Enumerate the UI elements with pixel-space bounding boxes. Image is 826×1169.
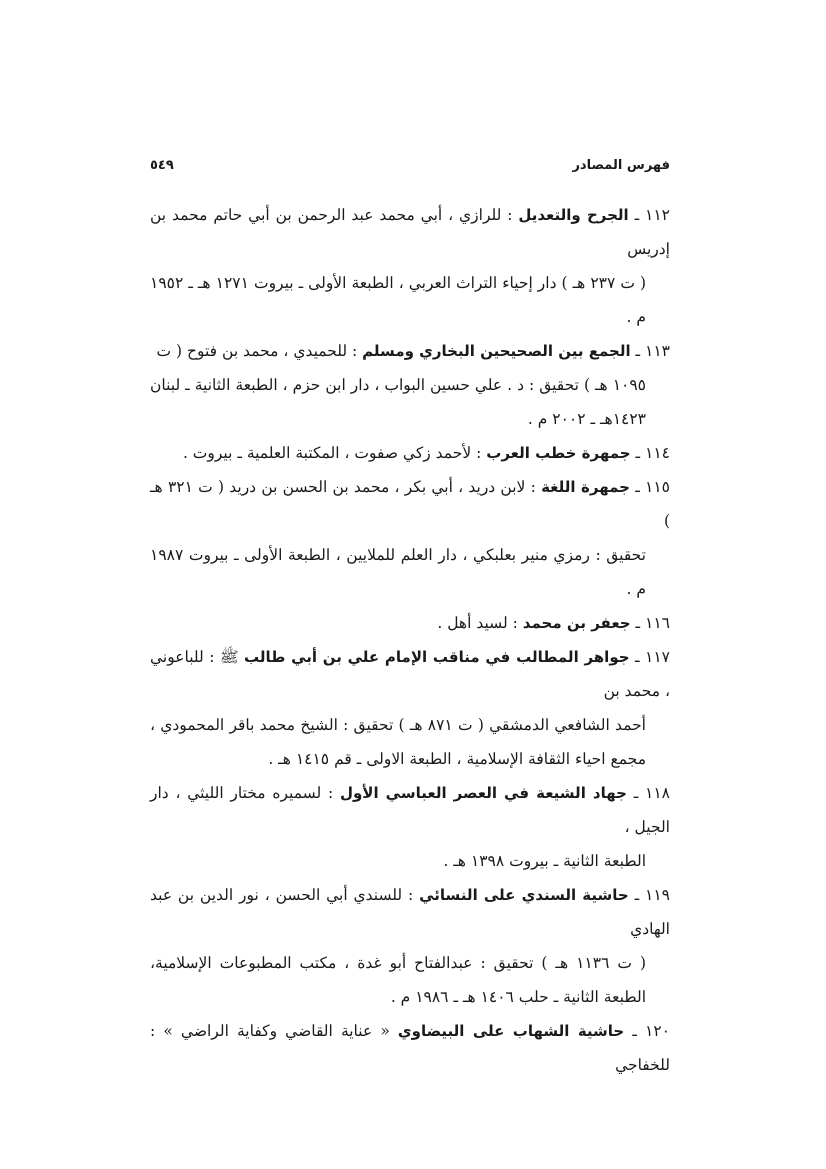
entry-number: ١١٦ ـ xyxy=(635,614,670,632)
bibliography-entry xyxy=(150,878,670,1014)
entry-first-line: : لسيد أهل . xyxy=(437,614,523,632)
entry-continuation: أحمد الشافعي الدمشقي ( ت ٨٧١ هـ ) تحقيق : الشيخ محمد باقر المحمودي ، مجمع احياء الثقافة الإسلامية ، الطبعة الاولى ـ قم ١٤١٥ هـ . xyxy=(150,716,646,768)
bibliography-entry xyxy=(150,198,670,334)
entry-first-line: « عناية القاضي وكفاية الراضي » : للخفاجي xyxy=(150,1022,670,1074)
bibliography-entry xyxy=(150,334,670,436)
entry-title: جعفر بن محمد xyxy=(522,614,631,632)
entry-title: جواهر المطالب في مناقب الإمام علي بن أبي طالب xyxy=(244,648,630,666)
entry-first-line: : لأحمد زكي صفوت ، المكتبة العلمية ـ بيروت . xyxy=(182,444,487,462)
entry-number: ١٢٠ ـ xyxy=(632,1022,670,1040)
bibliography-list xyxy=(150,198,670,1082)
bibliography-entry xyxy=(150,776,670,878)
bibliography-entry xyxy=(150,436,670,470)
page-number: ٥٤٩ xyxy=(150,157,174,173)
page-header xyxy=(150,150,670,180)
bibliography-entry xyxy=(150,640,670,776)
entry-continuation: ( ت ١١٣٦ هـ ) تحقيق : عبدالفتاح أبو غدة ، مكتب المطبوعات الإسلامية، الطبعة الثانية ـ حلب ١٤٠٦ هـ ـ ١٩٨٦ م . xyxy=(150,954,646,1006)
entry-first-line: : للسندي أبي الحسن ، نور الدين بن عبد الهادي xyxy=(150,886,670,938)
entry-first-line: : للحميدي ، محمد بن فتوح ( ت xyxy=(156,342,363,360)
entry-title: جهاد الشيعة في العصر العباسي الأول xyxy=(339,784,627,802)
entry-continuation: ١٠٩٥ هـ ) تحقيق : د . علي حسين البواب ، دار ابن حزم ، الطبعة الثانية ـ لبنان ١٤٢٣هـ ـ ٢٠٠٢ م . xyxy=(150,376,646,428)
entry-title: حاشية السندي على النسائي xyxy=(419,886,629,904)
entry-title: حاشية الشهاب على البيضاوي xyxy=(397,1022,625,1040)
entry-number: ١١٤ ـ xyxy=(635,444,670,462)
entry-first-line: : لسميره مختار الليثي ، دار الجيل ، xyxy=(150,784,670,836)
bibliography-entry xyxy=(150,606,670,640)
running-title: فهرس المصادر xyxy=(572,157,670,173)
entry-number: ١١٢ ـ xyxy=(634,206,671,224)
entry-first-line: ﷺ : للباعوني ، محمد بن xyxy=(150,648,670,700)
entry-title: جمهرة خطب العرب xyxy=(486,444,631,462)
bibliography-entry xyxy=(150,470,670,606)
entry-number: ١١٩ ـ xyxy=(634,886,671,904)
entry-number: ١١٧ ـ xyxy=(635,648,670,666)
entry-number: ١١٣ ـ xyxy=(635,342,670,360)
bibliography-entry xyxy=(150,1014,670,1082)
entry-number: ١١٨ ـ xyxy=(633,784,670,802)
entry-continuation: الطبعة الثانية ـ بيروت ١٣٩٨ هـ . xyxy=(443,852,646,870)
entry-first-line: : للرازي ، أبي محمد عبد الرحمن بن أبي حاتم محمد بن إدريس xyxy=(150,206,670,258)
entry-title: الجرح والتعديل xyxy=(518,206,629,224)
entry-continuation: ( ت ٢٣٧ هـ ) دار إحياء التراث العربي ، الطبعة الأولى ـ بيروت ١٢٧١ هـ ـ ١٩٥٢ م . xyxy=(150,274,646,326)
entry-first-line: : لابن دريد ، أبي بكر ، محمد بن الحسن بن دريد ( ت ٣٢١ هـ ) xyxy=(150,478,670,530)
entry-title: الجمع بين الصحيحين البخاري ومسلم xyxy=(362,342,631,360)
entry-number: ١١٥ ـ xyxy=(635,478,670,496)
entry-continuation: تحقيق : رمزي منير بعلبكي ، دار العلم للملايين ، الطبعة الأولى ـ بيروت ١٩٨٧ م . xyxy=(150,546,646,598)
entry-title: جمهرة اللغة xyxy=(541,478,630,496)
